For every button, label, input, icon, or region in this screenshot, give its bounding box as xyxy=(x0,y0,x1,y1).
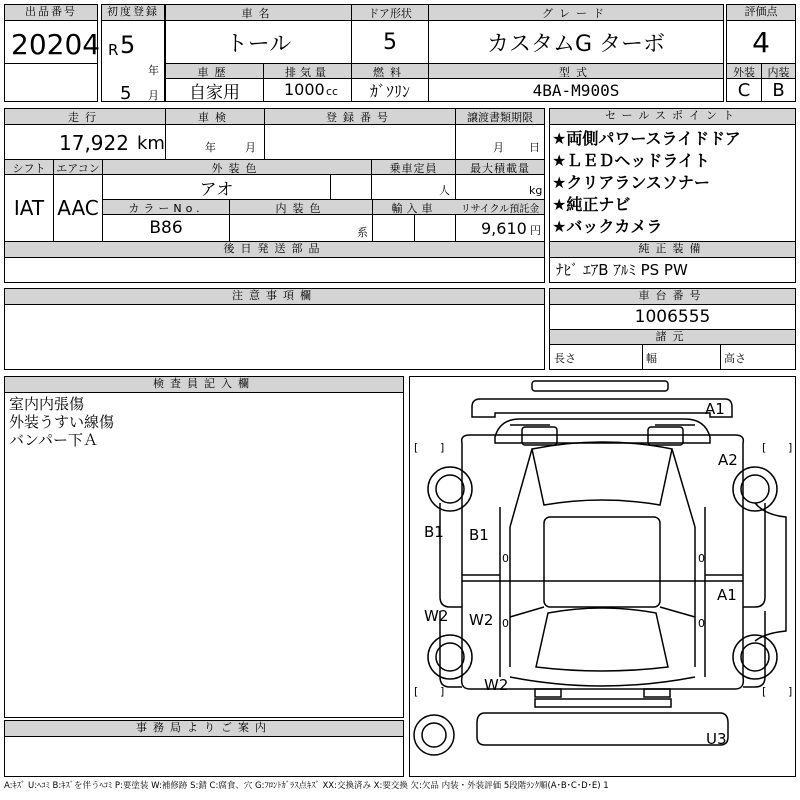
reg-year: 5 xyxy=(120,31,136,59)
bracket-close: ] xyxy=(788,685,793,698)
intcolor-label: 内装色 xyxy=(275,201,327,215)
inspector-note: 室内内張傷 xyxy=(9,395,85,413)
era: R xyxy=(108,41,119,59)
mark-b1-left: B1 xyxy=(424,523,444,541)
equipment-box xyxy=(549,241,796,283)
history: 自家用 xyxy=(189,82,240,103)
office-box xyxy=(4,720,404,777)
notes-box xyxy=(4,288,545,370)
mark-zero: 0 xyxy=(698,617,705,630)
import-label: 輸入車 xyxy=(391,201,437,215)
shift: IAT xyxy=(13,196,45,220)
inspection-month-unit: 月 xyxy=(245,141,256,154)
height-label: 高さ xyxy=(724,352,746,365)
aircon-label: エアコン xyxy=(56,161,100,175)
vehicle-detail-box xyxy=(4,108,545,242)
transfer-month-unit: 月 xyxy=(493,141,504,154)
lot-label: 出品番号 xyxy=(5,5,97,21)
chassis-number: 1006555 xyxy=(634,307,711,327)
chassis-box xyxy=(549,288,796,370)
recycle-label: リサイクル預託金 xyxy=(460,204,540,215)
inspector-note: バンパー下Ａ xyxy=(9,431,98,449)
later-parts-label: 後日発送部品 xyxy=(5,242,544,258)
year-unit: 年 xyxy=(148,64,159,77)
aircon: AAC xyxy=(57,196,99,220)
mileage-label: 走行 xyxy=(68,111,102,124)
later-parts-box xyxy=(4,241,545,283)
color-number: B86 xyxy=(149,218,183,238)
transfer-day-unit: 日 xyxy=(529,141,540,154)
colorno-label: カラーNo. xyxy=(128,201,204,215)
registration-box xyxy=(101,4,165,102)
capacity-unit: 人 xyxy=(439,184,450,197)
bracket-open: [ xyxy=(414,441,419,454)
mark-a2: A2 xyxy=(718,451,738,469)
inspector-note: 外装うすい線傷 xyxy=(9,413,115,431)
month-unit: 月 xyxy=(148,89,159,102)
transfer-label: 譲渡書類期限 xyxy=(467,111,533,124)
bracket-close: ] xyxy=(440,685,445,698)
cc-unit: cc xyxy=(326,85,339,98)
intcolor-unit: 系 xyxy=(357,226,368,239)
exterior-color: アオ xyxy=(199,179,234,200)
mark-a1-front: A1 xyxy=(705,400,725,418)
bracket-close: ] xyxy=(788,441,793,454)
doors: 5 xyxy=(383,29,397,55)
mark-u3: U3 xyxy=(706,730,727,748)
score-box xyxy=(726,4,796,102)
car-info-box xyxy=(165,4,724,102)
sales-points-title: セールスポイント xyxy=(550,109,795,125)
door-label: ドア形状 xyxy=(368,7,412,20)
inspector-title: 検査員記入欄 xyxy=(5,377,403,393)
damage-diagram xyxy=(409,376,796,777)
registration-label: 初度登録 xyxy=(102,5,164,21)
length-label: 長さ xyxy=(554,352,576,365)
sales-point: ★クリアランスソナー xyxy=(552,173,710,192)
bracket-open: [ xyxy=(414,685,419,698)
model: 4BA-M900S xyxy=(532,80,620,100)
mileage: 17,922 xyxy=(59,131,129,155)
inspection-year-unit: 年 xyxy=(205,141,216,154)
displacement-label: 排気量 xyxy=(285,65,330,79)
mark-w2-left: W2 xyxy=(424,607,449,625)
load-unit: kg xyxy=(529,184,543,197)
score-label: 評価点 xyxy=(727,5,795,21)
recycle-fee: 9,610 xyxy=(481,219,527,238)
car-name-label: 車名 xyxy=(241,7,276,20)
grade-label: グレード xyxy=(542,7,610,20)
bracket-open: [ xyxy=(762,685,767,698)
notes-title: 注意事項欄 xyxy=(5,289,544,305)
load-label: 最大積載量 xyxy=(470,161,530,175)
ext-grade: C xyxy=(737,79,751,101)
int-label: 内装 xyxy=(767,65,790,79)
damage-legend: A:ｷｽﾞ U:ﾍｺﾐ B:ｷｽﾞを伴うﾍｺﾐ P:要塗装 W:補修跡 S:錆 C:腐食、穴 G:ﾌﾛﾝﾄｶﾞﾗｽ点ｷｽﾞ XX:交換済み X:要交換 欠:欠品 内装・外装評価 5段階ﾗﾝｸ順(A･B･C･D･E) 1 xyxy=(4,781,609,791)
regno-label: 登録番号 xyxy=(326,111,394,124)
color-label: 外装色 xyxy=(211,161,263,175)
car-diagram xyxy=(410,377,795,776)
displacement: 1000 xyxy=(284,80,325,99)
width-label: 幅 xyxy=(646,352,657,365)
mark-w2-door: W2 xyxy=(469,611,494,629)
shift-label: シフト xyxy=(12,161,46,175)
mark-zero: 0 xyxy=(698,552,705,565)
sales-point: ★ＬＥＤヘッドライト xyxy=(552,151,710,170)
lot-number: 20204 xyxy=(11,28,101,61)
fuel-label: 燃料 xyxy=(373,65,407,79)
mark-zero: 0 xyxy=(502,552,509,565)
equipment-title: 純正装備 xyxy=(550,242,795,258)
sales-points-box xyxy=(549,108,796,242)
reg-month: 5 xyxy=(120,83,132,104)
equipment-value: ﾅﾋﾞ ｴｱB ｱﾙﾐ PS PW xyxy=(556,261,688,279)
dims-title: 諸元 xyxy=(550,330,795,345)
model-label: 型式 xyxy=(559,65,593,79)
bracket-open: [ xyxy=(762,441,767,454)
car-name: トール xyxy=(225,31,292,57)
bracket-close: ] xyxy=(440,441,445,454)
sales-point: ★両側パワースライドドア xyxy=(552,129,741,148)
chassis-title: 車台番号 xyxy=(550,289,795,305)
mark-b1-door: B1 xyxy=(469,526,489,544)
score: 4 xyxy=(752,25,770,59)
mark-zero: 0 xyxy=(502,617,509,630)
capacity-label: 乗車定員 xyxy=(389,161,438,175)
mark-a1-right: A1 xyxy=(717,586,737,604)
sales-point: ★バックカメラ xyxy=(552,217,663,236)
fuel: ｶﾞｿﾘﾝ xyxy=(369,81,410,101)
int-grade: B xyxy=(772,79,785,101)
lot-box xyxy=(4,4,101,102)
inspector-box xyxy=(4,376,404,718)
history-label: 車歴 xyxy=(197,65,232,79)
recycle-unit: 円 xyxy=(530,224,541,237)
office-title: 事務局よりご案内 xyxy=(5,721,403,737)
ext-label: 外装 xyxy=(733,65,755,79)
inspection-label: 車検 xyxy=(198,111,232,124)
km-unit: km xyxy=(137,133,165,154)
mark-w2-rear: W2 xyxy=(484,676,509,694)
sales-point: ★純正ナビ xyxy=(552,195,631,214)
grade: カスタムG ターボ xyxy=(486,31,666,57)
